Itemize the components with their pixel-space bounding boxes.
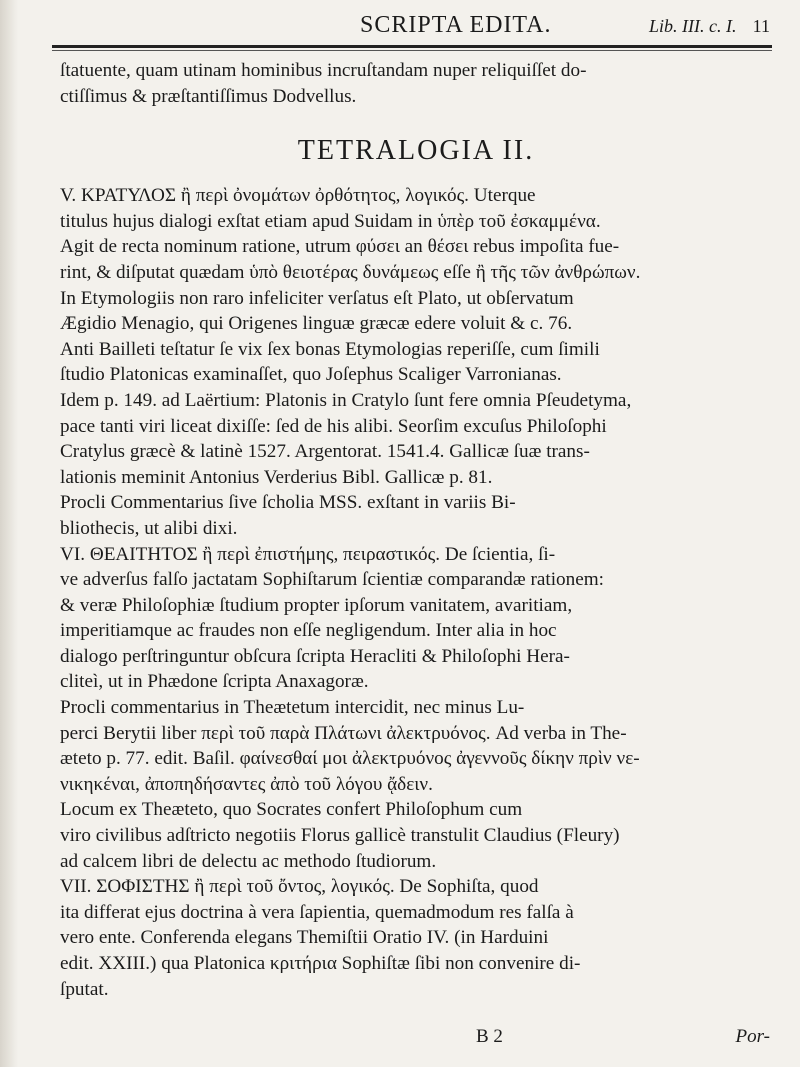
text-line: Agit de recta nominum ratione, utrum φύσει an θέσει rebus impoſita fue-: [60, 236, 620, 258]
text-line: In Etymologiis non raro infeliciter verſatus eſt Plato, ut obſervatum: [60, 287, 574, 309]
text-line: Ægidio Menagio, qui Origenes linguæ græcæ edere voluit & c. 76.: [60, 313, 573, 335]
text-line: Idem p. 149. ad Laërtium: Platonis in Cratylo ſunt fere omnia Pſeudetyma,: [60, 389, 632, 411]
running-head: SCRIPTA EDITA.: [360, 12, 552, 38]
page-number: 11: [752, 16, 770, 36]
text-line: dialogo perſtringuntur obſcura ſcripta Heracliti & Philoſophi Hera-: [60, 645, 570, 667]
text-line: Procli Commentarius ſive ſcholia MSS. exſtant in variis Bi-: [60, 492, 516, 514]
text-line: ita differat ejus doctrina à vera ſapientia, quemadmodum res falſa à: [60, 901, 574, 923]
text-line: Locum ex Theæteto, quo Socrates confert Philoſophum cum: [60, 799, 523, 821]
text-line: νικηκέναι, ἀποπηδήσαντες ἀπὸ τοῦ λόγου ᾄδειν.: [60, 773, 433, 795]
text-line: Anti Bailleti teſtatur ſe vix ſex bonas Etymologias reperiſſe, cum ſimili: [60, 338, 600, 360]
text-line: VI. ΘΕΑΙΤΗΤΟΣ ἢ περὶ ἐπιστήμης, πειραστικός. De ſcientia, ſi-: [60, 543, 556, 565]
text-line: imperitiamque ac fraudes non eſſe negligendum. Inter alia in hoc: [60, 620, 557, 642]
text-line: æteto p. 77. edit. Baſil. φαίνεσθαί μοι ἀλεκτρυόνος ἀγεννοῦς δίκην πρὶν νε-: [60, 748, 640, 770]
text-line: V. ΚΡΑΤΥΛΟΣ ἢ περὶ ὀνομάτων ὀρθότητος, λογικός. Uterque: [60, 185, 536, 207]
text-line: perci Berytii liber περὶ τοῦ παρὰ Πλάτωνι ἀλεκτρυόνος. Ad verba in The-: [60, 722, 627, 744]
text-line: bliothecis, ut alibi dixi.: [60, 517, 238, 539]
text-line: pace tanti viri liceat dixiſſe: ſed de his alibi. Seorſim excuſus Philoſophi: [60, 415, 607, 437]
signature-mark: B 2: [476, 1026, 503, 1047]
text-line: ſtatuente, quam utinam hominibus incruſtandam nuper reliquiſſet do-: [60, 60, 587, 81]
book-reference: Lib. III. c. I.: [649, 16, 737, 36]
text-line: vero ente. Conferenda elegans Themiſtii Oratio IV. (in Harduini: [60, 927, 549, 949]
text-line: VII. ΣΟΦΙΣΤΗΣ ἢ περὶ τοῦ ὄντος, λογικός. De Sophiſta, quod: [60, 876, 539, 898]
page-body: [60, 58, 772, 1002]
text-line: Cratylus græcè & latinè 1527. Argentorat. 1541.4. Gallicæ ſuæ trans-: [60, 441, 590, 463]
text-line: viro civilibus adſtricto negotiis Florus gallicè transtulit Claudius (Fleury): [60, 825, 620, 847]
header-rule: [52, 45, 772, 48]
text-line: cliteì, ut in Phædone ſcripta Anaxagoræ.: [60, 671, 369, 693]
catchword: Por-: [735, 1026, 770, 1047]
header-rule-thin: [52, 50, 772, 51]
text-line: & veræ Philoſophiæ ſtudium propter ipſorum vanitatem, avaritiam,: [60, 594, 573, 616]
text-line: lationis meminit Antonius Verderius Bibl. Gallicæ p. 81.: [60, 466, 493, 488]
section-title: TETRALOGIA II.: [297, 135, 535, 167]
text-line: edit. XXIII.) qua Platonica κριτήρια Sophiſtæ ſibi non convenire di-: [60, 953, 581, 974]
text-line: rint, & diſputat quædam ὑπὸ θειοτέρας δυνάμεως eſſe ἢ τῆς τῶν ἀνθρώπων.: [60, 261, 641, 283]
text-line: ctiſſimus & præſtantiſſimus Dodvellus.: [60, 85, 357, 107]
text-line: ad calcem libri de delectu ac methodo ſtudiorum.: [60, 850, 437, 872]
text-line: Procli commentarius in Theætetum intercidit, nec minus Lu-: [60, 697, 525, 719]
page-fold-shadow: [0, 0, 18, 1067]
text-line: ſputat.: [60, 978, 109, 1000]
text-line: ve adverſus falſo jactatam Sophiſtarum ſcientiæ comparandæ rationem:: [60, 569, 605, 591]
text-line: titulus hujus dialogi exſtat etiam apud Suidam in ὑπὲρ τοῦ ἐσκαμμένα.: [60, 210, 601, 232]
text-line: ſtudio Platonicas examinaſſet, quo Joſephus Scaliger Varronianas.: [60, 364, 562, 386]
